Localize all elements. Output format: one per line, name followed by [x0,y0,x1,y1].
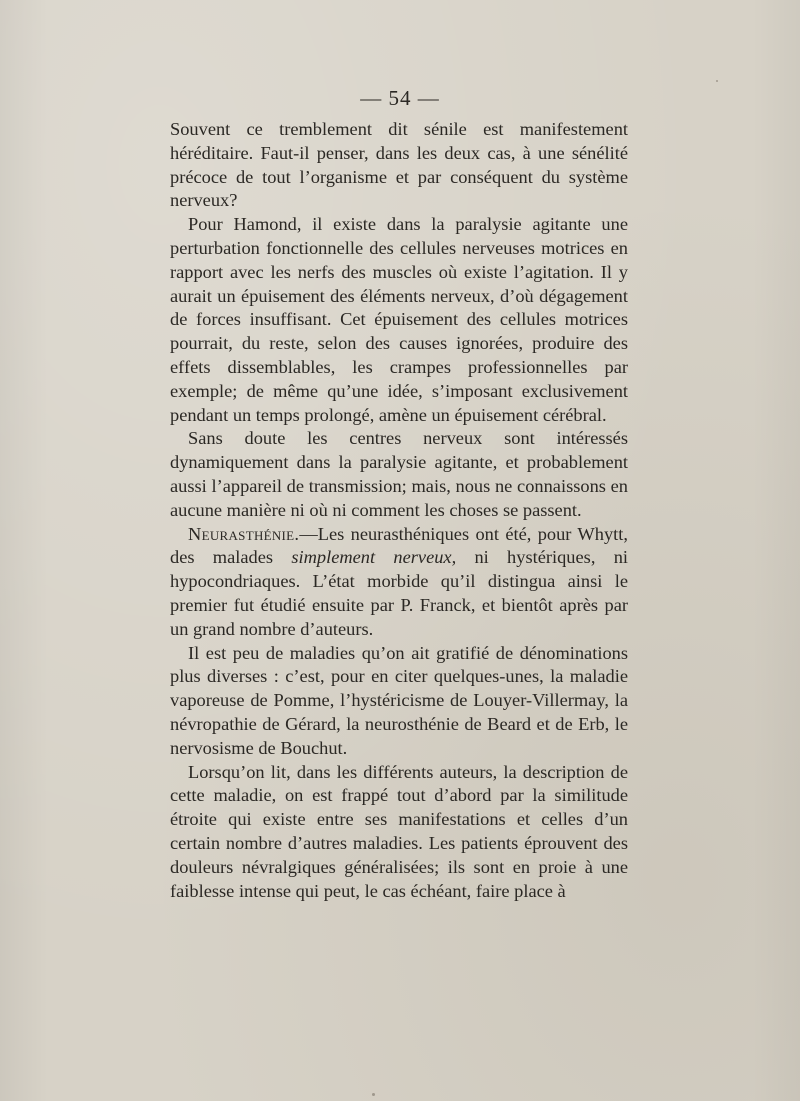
paragraph-4-text-b: ni hystériques, ni hypocondriaques. L’état morbide qu’il distingua ainsi le premier fut étudié ensuite par P. Franck, et bientôt après par un grand nombre d’auteurs. [170,547,628,639]
paragraph-5: Il est peu de maladies qu’on ait gratifié de dénominations plus diverses : c’est, pour en citer quelques-unes, la maladie vaporeuse de Pomme, l’hystéricisme de Louyer-Villermay, la névropathie de Gérard, la neurosthénie de Beard et de Erb, le nervosisme de Bouchut. [170,642,628,758]
paragraph-3: Sans doute les centres nerveux sont intéressés dynamiquement dans la paralysie agitante, et probablement aussi l’appareil de transmission; mais, nous ne connaissons en aucune manière ni où ni comment les choses se passent. [170,428,628,520]
section-heading: Neurasthénie. [188,523,300,544]
paragraph-6: Lorsqu’on lit, dans les différents auteurs, la description de cette maladie, on est frappé tout d’abord par la similitude étroite qui existe entre ses manifestations et celles d’un certain nombre d’autres maladies. Les patients éprouvent des douleurs névralgiques généralisées; ils sont en proie à une faiblesse intense qui peut, le cas échéant, faire place à [170,761,628,901]
paragraph-4-text-a: —Les neurasthéniques ont été, pour Whytt, des malades [170,523,628,568]
paper-speck [372,1093,375,1096]
paragraph-1: Souvent ce tremblement dit sénile est manifestement héréditaire. Faut-il penser, dans les deux cas, à une sénélité précoce de tout l’organisme et par conséquent du système nerveux? [170,119,628,211]
paragraph-4-emphasis: simplement nerveux, [291,547,457,568]
body-text [170,118,628,903]
paper-speck [716,80,718,82]
paragraph-4 [170,523,628,642]
page-number: — 54 — [360,86,440,110]
paragraph-2: Pour Hamond, il existe dans la paralysie agitante une perturbation fonctionnelle des cellules nerveuses motrices en rapport avec les nerfs des muscles où existe l’agitation. Il y aurait un épuisement des éléments nerveux, d’où dégagement de forces insuffisant. Cet épuisement des cellules motrices pourrait, du reste, selon des causes ignorées, produire des effets dissemblables, les crampes professionnelles par exemple; de même qu’une idée, s’imposant exclusivement pendant un temps prolongé, amène un épuisement cérébral. [170,214,628,425]
